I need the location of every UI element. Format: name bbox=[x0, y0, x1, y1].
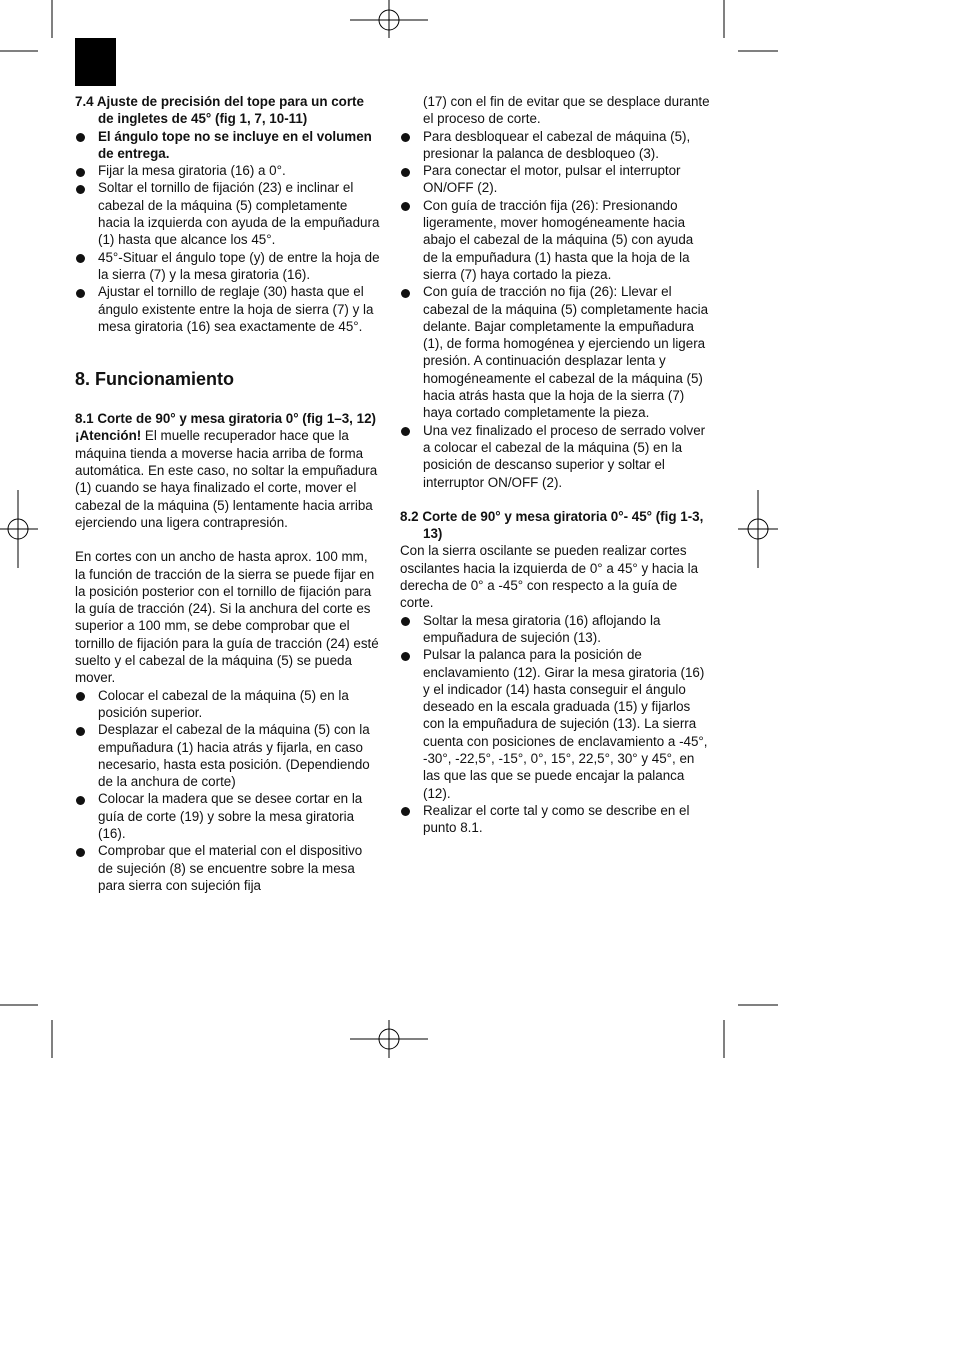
list-item: Soltar el tornillo de fijación (23) e inclinar el cabezal de la máquina (5) completamente hacia la izquierda con ayuda de la empuñadura (1) hasta que alcance los 45°. bbox=[75, 179, 380, 248]
list-item: Fijar la mesa giratoria (16) a 0°. bbox=[75, 162, 380, 179]
list-continuation: (17) con el fin de evitar que se desplace durante el proceso de corte. bbox=[423, 94, 710, 127]
section-7-4-heading: 7.4 Ajuste de precisión del tope para un corte de ingletes de 45° (fig 1, 7, 10-11) bbox=[75, 94, 364, 127]
list-item: 45°-Situar el ángulo tope (y) de entre la hoja de la sierra (7) y la mesa giratoria (16). bbox=[75, 249, 380, 284]
list-item: Ajustar el tornillo de reglaje (30) hasta que el ángulo existente entre la hoja de sierra (7) y la mesa giratoria (16) sea exactamente de 45°. bbox=[75, 283, 380, 335]
section-8-2-heading: 8.2 Corte de 90° y mesa giratoria 0°- 45° (fig 1-3, 13) bbox=[400, 508, 704, 542]
list-item: Para desbloquear el cabezal de máquina (5), presionar la palanca de desbloqueo (3). bbox=[400, 128, 710, 163]
list-item: Con guía de tracción no fija (26): Llevar el cabezal de la máquina (5) completamente hacia delante. Bajar completamente la empuñadura (1), de forma homogénea y ejerciendo un ligera presión. A continuación desplazar lenta y homogéneamente el cabezal de la máquina (5) hacia atrás hasta que la hoja de la sierra (7) haya cortado completamente la pieza. bbox=[400, 283, 710, 421]
attention-paragraph bbox=[75, 427, 380, 531]
attention-label: ¡Atención! bbox=[75, 428, 142, 444]
list-item: Soltar la mesa giratoria (16) aflojando la empuñadura de sujeción (13). bbox=[400, 612, 710, 647]
list-item: Con guía de tracción fija (26): Presionando ligeramente, mover homogéneamente hacia abajo el cabezal de la máquina (5) con ayuda de la empuñadura (1) hasta que la hoja de la sierra (7) haya cortado la pieza. bbox=[400, 197, 710, 283]
list-item: Colocar el cabezal de la máquina (5) en la posición superior. bbox=[75, 687, 380, 722]
language-tab bbox=[75, 38, 116, 86]
cut-width-paragraph: En cortes con un ancho de hasta aprox. 100 mm, la función de tracción de la sierra se puede fijar en la posición posterior con el tornillo de fijación para la guía de tracción (24). Si la anchura del corte es superior a 100 mm, se debe comprobar que el tornillo de fijación para la guía de tracción (24) esté suelto y el cabezal de la máquina (5) se pueda mover. bbox=[75, 549, 379, 686]
section-7-4-list bbox=[75, 128, 380, 336]
right-column bbox=[400, 93, 710, 836]
section-8-1-heading: 8.1 Corte de 90° y mesa giratoria 0° (fig 1–3, 12) bbox=[75, 411, 376, 427]
list-item: El ángulo tope no se incluye en el volumen de entrega. bbox=[75, 128, 380, 163]
list-item: Comprobar que el material con el dispositivo de sujeción (8) se encuentre sobre la mesa para sierra con sujeción fija bbox=[75, 842, 380, 894]
list-item: Desplazar el cabezal de la máquina (5) con la empuñadura (1) hacia atrás y fijarla, en caso necesario, hasta esta posición. (Dependiendo de la anchura de corte) bbox=[75, 721, 380, 790]
attention-text: El muelle recuperador hace que la máquina tienda a moverse hacia arriba de forma automática. En este caso, no soltar la empuñadura (1) cuando se haya finalizado el corte, mover el cabezal de la máquina (5) lentamente hacia arriba ejerciendo una ligera contrapresión. bbox=[75, 428, 378, 530]
list-item: Una vez finalizado el proceso de serrado volver a colocar el cabezal de la máquina (5) en la posición de descanso superior y soltar el interruptor ON/OFF (2). bbox=[400, 422, 710, 491]
section-8-1-list bbox=[75, 687, 380, 895]
section-8-2-list bbox=[400, 612, 710, 837]
left-column bbox=[75, 93, 380, 894]
list-item: Realizar el corte tal y como se describe en el punto 8.1. bbox=[400, 802, 710, 837]
section-8-1-list-continued bbox=[400, 128, 710, 491]
list-item: Colocar la madera que se desee cortar en la guía de corte (19) y sobre la mesa giratoria (16). bbox=[75, 790, 380, 842]
section-8-2-intro: Con la sierra oscilante se pueden realizar cortes oscilantes hacia la izquierda de 0° a 45° y hacia la derecha de 0° a -45° con respecto a la guía de corte. bbox=[400, 543, 699, 611]
section-8-title: 8. Funcionamiento bbox=[75, 369, 235, 390]
list-item: Pulsar la palanca para la posición de enclavamiento (12). Girar la mesa giratoria (16) y el indicador (14) hasta conseguir el ángulo deseado en la escala graduada (15) y fijarlos con la empuñadura de sujeción (13). La sierra cuenta con posiciones de enclavamiento a -45°, -30°, -22,5°, -15°, 0°, 15°, 22,5°, 30° y 45°, en las que las que se puede encajar la palanca (12). bbox=[400, 646, 710, 802]
list-item: Para conectar el motor, pulsar el interruptor ON/OFF (2). bbox=[400, 162, 710, 197]
